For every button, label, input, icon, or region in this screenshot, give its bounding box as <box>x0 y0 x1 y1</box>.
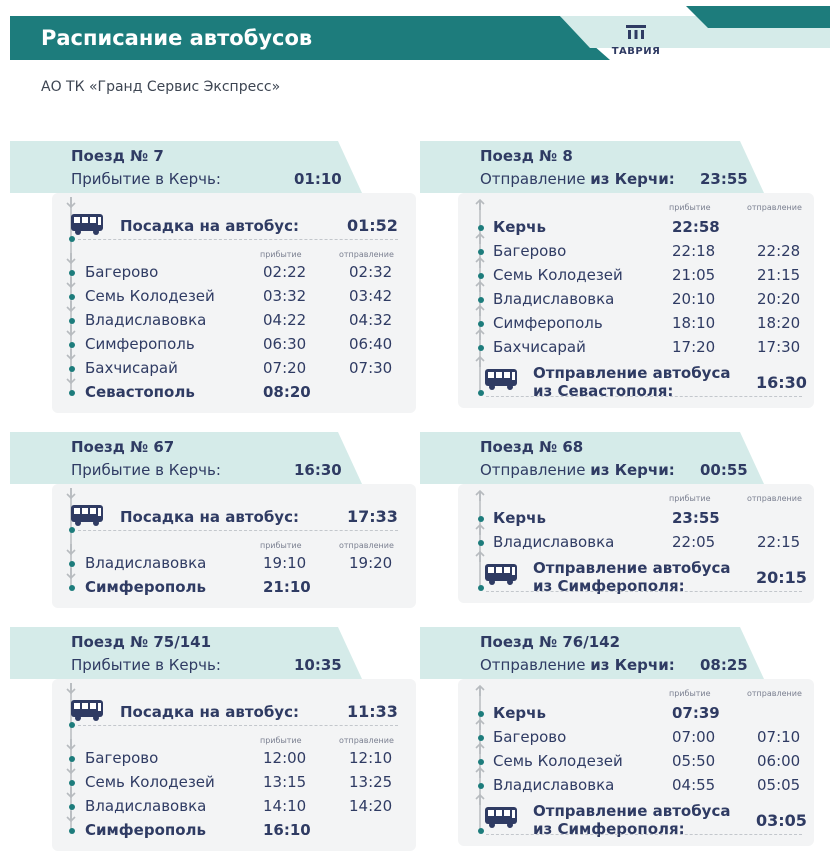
stop-name: Семь Колодезей <box>493 752 623 770</box>
arrow-down-icon <box>66 763 76 775</box>
arrival-time: 16:30 <box>294 461 342 479</box>
bus-icon <box>484 368 520 392</box>
arrival-column-header: прибытие <box>669 689 711 698</box>
departure-time: 14:20 <box>349 797 393 815</box>
bus-departure-time: 03:05 <box>756 811 807 830</box>
arrival-time: 07:20 <box>263 359 307 377</box>
departure-label-prefix: Отправление <box>480 170 591 188</box>
first-arrival-time: 23:55 <box>672 509 720 527</box>
arrival-time: 20:10 <box>672 290 716 308</box>
arrival-column-header: прибытие <box>260 250 302 259</box>
arrow-up-icon <box>475 280 485 292</box>
stop-name: Семь Колодезей <box>85 773 215 791</box>
final-arrival-time: 16:10 <box>263 821 311 839</box>
stop-name: Семь Колодезей <box>493 266 623 284</box>
bus-departure-time: 16:30 <box>756 373 807 392</box>
train-number: Поезд № 7 <box>71 147 164 165</box>
departure-time: 03:42 <box>349 287 393 305</box>
board-label: Посадка на автобус: <box>120 508 299 526</box>
departure-label-prefix: Отправление <box>480 461 591 479</box>
arrival-time: 19:10 <box>263 554 307 572</box>
arrival-time: 04:55 <box>672 776 716 794</box>
final-stop-name: Симферополь <box>85 578 207 596</box>
dashed-separator <box>78 725 398 726</box>
departure-label <box>480 656 675 674</box>
arrow-up-icon <box>475 718 485 730</box>
departure-time: 07:30 <box>349 359 393 377</box>
departure-time: 21:15 <box>757 266 801 284</box>
first-arrival-time: 07:39 <box>672 704 720 722</box>
arrow-up-icon <box>475 256 485 268</box>
arrival-time: 02:22 <box>263 263 307 281</box>
stop-dot <box>69 366 75 372</box>
departure-label <box>480 461 675 479</box>
bus-icon <box>70 504 106 528</box>
arrow-down-icon <box>66 568 76 580</box>
arrow-up-icon <box>475 489 485 501</box>
departure-time: 06:00 <box>757 752 801 770</box>
stop-dot <box>69 828 75 834</box>
departure-column-header: отправление <box>747 494 802 503</box>
arrival-label: Прибытие в Керчь: <box>71 461 221 479</box>
first-stop-name: Керчь <box>493 509 546 527</box>
arrival-time: 22:05 <box>672 533 716 551</box>
arrow-down-icon <box>66 277 76 289</box>
bus-departure-label: Отправление автобуса <box>533 364 731 382</box>
bus-icon <box>484 563 520 587</box>
bus-icon <box>70 699 106 723</box>
page-subtitle: АО ТК «Гранд Сервис Экспресс» <box>41 79 281 95</box>
departure-column-header: отправление <box>339 541 394 550</box>
dashed-separator <box>486 396 802 397</box>
stop-dot <box>69 236 75 242</box>
stop-dot <box>69 390 75 396</box>
stop-dot <box>478 321 484 327</box>
arrival-time: 22:18 <box>672 242 716 260</box>
first-stop-name: Керчь <box>493 704 546 722</box>
departure-time: 04:32 <box>349 311 393 329</box>
arrow-up-icon <box>475 684 485 696</box>
stop-name: Багерово <box>493 728 567 746</box>
stop-name: Владиславовка <box>493 290 615 308</box>
arrow-down-icon <box>66 253 76 265</box>
arrival-label: Прибытие в Керчь: <box>71 656 221 674</box>
arrow-up-icon <box>475 304 485 316</box>
stop-name: Бахчисарай <box>85 359 178 377</box>
stop-dot <box>478 297 484 303</box>
logo-icon <box>625 24 647 40</box>
arrow-down-icon <box>66 683 76 695</box>
stop-name: Багерово <box>85 263 159 281</box>
page-title: Расписание автобусов <box>41 26 313 50</box>
departure-column-header: отправление <box>747 203 802 212</box>
stop-dot <box>478 225 484 231</box>
stop-dot <box>478 516 484 522</box>
bus-departure-label-city: из Севастополя: <box>533 382 674 400</box>
first-arrival-time: 22:58 <box>672 218 720 236</box>
final-arrival-time: 08:20 <box>263 383 311 401</box>
arrival-time: 18:10 <box>672 314 716 332</box>
first-stop-name: Керчь <box>493 218 546 236</box>
arrival-time: 14:10 <box>263 797 307 815</box>
departure-column-header: отправление <box>339 736 394 745</box>
departure-label <box>480 170 675 188</box>
board-time: 11:33 <box>347 702 398 721</box>
final-stop-name: Севастополь <box>85 383 195 401</box>
train-number: Поезд № 76/142 <box>480 633 621 651</box>
arrow-up-icon <box>475 523 485 535</box>
stop-dot <box>478 828 484 834</box>
bus-departure-label-city: из Симферополя: <box>533 820 685 838</box>
departure-time: 17:30 <box>757 338 801 356</box>
train-number: Поезд № 68 <box>480 438 584 456</box>
arrow-up-icon <box>475 355 485 367</box>
departure-label-city: из Керчи: <box>590 461 675 479</box>
arrow-down-icon <box>66 373 76 385</box>
stop-dot <box>69 527 75 533</box>
logo <box>610 24 662 57</box>
departure-time: 02:32 <box>349 263 393 281</box>
arrival-time: 17:20 <box>672 338 716 356</box>
arrival-time: 10:35 <box>294 656 342 674</box>
bus-icon <box>484 806 520 830</box>
stop-dot <box>478 540 484 546</box>
stop-dot <box>478 345 484 351</box>
arrival-column-header: прибытие <box>669 494 711 503</box>
dashed-separator <box>486 834 802 835</box>
departure-time: 13:25 <box>349 773 393 791</box>
bus-departure-label: Отправление автобуса <box>533 559 731 577</box>
arrival-column-header: прибытие <box>260 736 302 745</box>
departure-label-prefix: Отправление <box>480 656 591 674</box>
stop-dot <box>478 273 484 279</box>
board-label: Посадка на автобус: <box>120 703 299 721</box>
departure-time: 19:20 <box>349 554 393 572</box>
stop-name: Семь Колодезей <box>85 287 215 305</box>
arrival-time: 05:50 <box>672 752 716 770</box>
bus-departure-label: Отправление автобуса <box>533 802 731 820</box>
stop-name: Владиславовка <box>85 797 207 815</box>
board-time: 01:52 <box>347 216 398 235</box>
arrow-up-icon <box>475 328 485 340</box>
arrow-up-icon <box>475 793 485 805</box>
arrival-column-header: прибытие <box>260 541 302 550</box>
arrow-down-icon <box>66 787 76 799</box>
departure-time: 06:40 <box>349 335 393 353</box>
arrival-time: 06:30 <box>263 335 307 353</box>
dashed-separator <box>78 239 398 240</box>
departure-time: 08:25 <box>700 656 748 674</box>
stop-dot <box>478 783 484 789</box>
departure-time: 18:20 <box>757 314 801 332</box>
stop-name: Владиславовка <box>493 533 615 551</box>
final-stop-name: Симферополь <box>85 821 207 839</box>
arrival-label: Прибытие в Керчь: <box>71 170 221 188</box>
arrival-time: 21:05 <box>672 266 716 284</box>
bus-departure-time: 20:15 <box>756 568 807 587</box>
stop-name: Симферополь <box>85 335 195 353</box>
stop-name: Багерово <box>85 749 159 767</box>
dashed-separator <box>486 591 802 592</box>
departure-label-city: из Керчи: <box>590 170 675 188</box>
stop-dot <box>69 585 75 591</box>
stop-name: Владиславовка <box>85 554 207 572</box>
bus-icon <box>70 213 106 237</box>
logo-text: ТАВРИЯ <box>611 46 661 57</box>
stop-dot <box>478 390 484 396</box>
final-arrival-time: 21:10 <box>263 578 311 596</box>
stop-dot <box>478 759 484 765</box>
board-time: 17:33 <box>347 507 398 526</box>
arrow-up-icon <box>475 550 485 562</box>
stop-dot <box>478 585 484 591</box>
arrow-up-icon <box>475 198 485 210</box>
dashed-separator <box>78 530 398 531</box>
arrow-down-icon <box>66 349 76 361</box>
stop-dot <box>69 722 75 728</box>
departure-time: 12:10 <box>349 749 393 767</box>
departure-time: 22:28 <box>757 242 801 260</box>
stop-dot <box>69 342 75 348</box>
arrow-up-icon <box>475 766 485 778</box>
stop-dot <box>69 804 75 810</box>
stop-dot <box>69 294 75 300</box>
arrow-down-icon <box>66 325 76 337</box>
arrow-up-icon <box>475 232 485 244</box>
bus-departure-label-city: из Симферополя: <box>533 577 685 595</box>
header-band <box>0 0 830 130</box>
stop-dot <box>478 249 484 255</box>
arrow-down-icon <box>66 301 76 313</box>
departure-time: 00:55 <box>700 461 748 479</box>
stop-dot <box>69 270 75 276</box>
arrival-time: 04:22 <box>263 311 307 329</box>
arrow-down-icon <box>66 739 76 751</box>
arrow-down-icon <box>66 488 76 500</box>
departure-time: 22:15 <box>757 533 801 551</box>
stop-name: Бахчисарай <box>493 338 586 356</box>
stop-dot <box>69 318 75 324</box>
arrival-column-header: прибытие <box>669 203 711 212</box>
arrow-down-icon <box>66 197 76 209</box>
stop-dot <box>69 561 75 567</box>
stop-dot <box>478 735 484 741</box>
departure-column-header: отправление <box>747 689 802 698</box>
arrival-time: 07:00 <box>672 728 716 746</box>
arrow-down-icon <box>66 544 76 556</box>
stop-name: Багерово <box>493 242 567 260</box>
arrival-time: 01:10 <box>294 170 342 188</box>
stop-dot <box>69 756 75 762</box>
train-number: Поезд № 75/141 <box>71 633 212 651</box>
departure-label-city: из Керчи: <box>590 656 675 674</box>
train-number: Поезд № 67 <box>71 438 175 456</box>
arrival-time: 13:15 <box>263 773 307 791</box>
departure-time: 05:05 <box>757 776 801 794</box>
board-label: Посадка на автобус: <box>120 217 299 235</box>
arrow-up-icon <box>475 742 485 754</box>
stop-name: Симферополь <box>493 314 603 332</box>
departure-column-header: отправление <box>339 250 394 259</box>
stop-dot <box>478 711 484 717</box>
stop-name: Владиславовка <box>85 311 207 329</box>
departure-time: 07:10 <box>757 728 801 746</box>
arrival-time: 03:32 <box>263 287 307 305</box>
stop-dot <box>69 780 75 786</box>
arrow-down-icon <box>66 811 76 823</box>
departure-time: 23:55 <box>700 170 748 188</box>
train-number: Поезд № 8 <box>480 147 573 165</box>
arrival-time: 12:00 <box>263 749 307 767</box>
stop-name: Владиславовка <box>493 776 615 794</box>
departure-time: 20:20 <box>757 290 801 308</box>
